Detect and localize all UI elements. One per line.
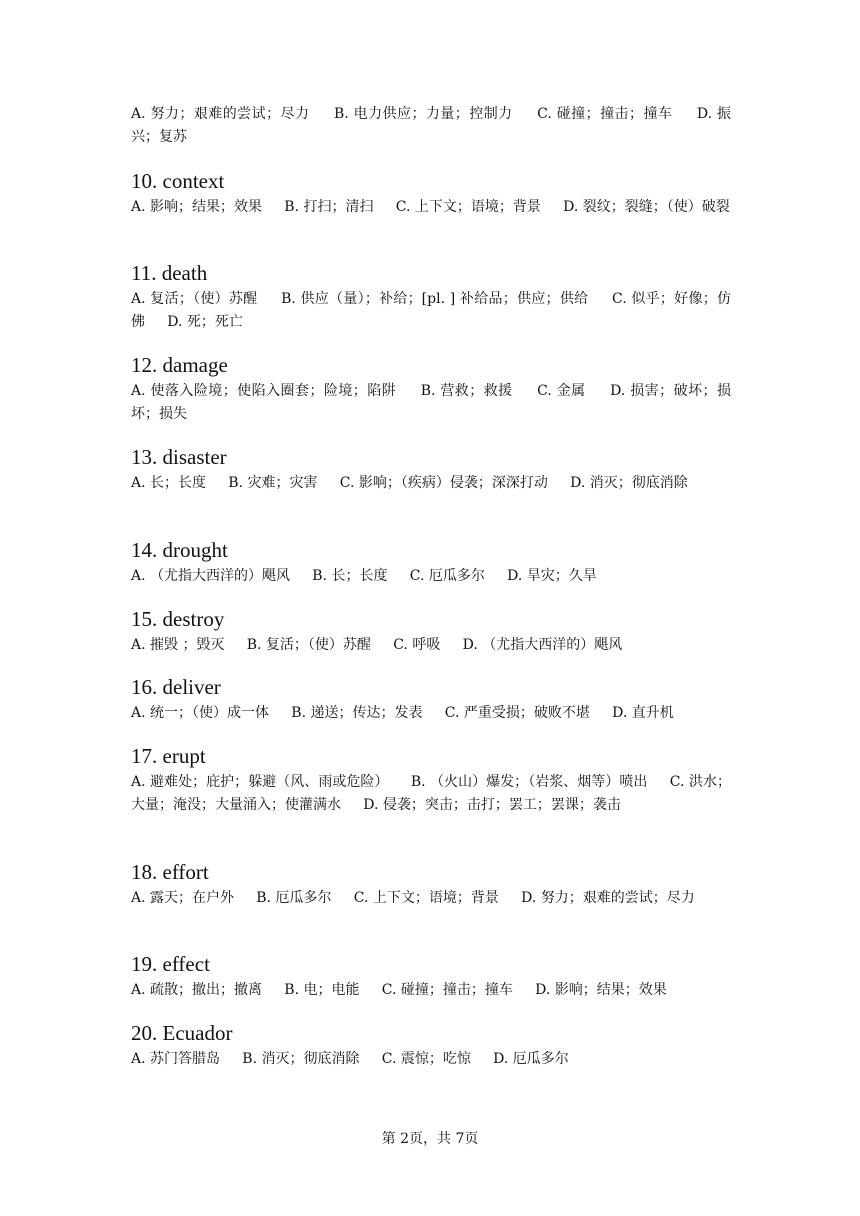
question-16 bbox=[131, 674, 731, 725]
question-14 bbox=[131, 537, 731, 588]
question-word: 16. deliver bbox=[131, 675, 221, 699]
question-word: 18. effort bbox=[131, 860, 209, 884]
question-15 bbox=[131, 606, 731, 657]
question-12 bbox=[131, 352, 731, 426]
question-word: 13. disaster bbox=[131, 445, 227, 469]
question-19 bbox=[131, 951, 731, 1002]
question-word: 12. damage bbox=[131, 353, 228, 377]
question-word: 11. death bbox=[131, 261, 208, 285]
question-18 bbox=[131, 859, 731, 910]
question-word: 10. context bbox=[131, 169, 225, 193]
question-word: 20. Ecuador bbox=[131, 1021, 233, 1045]
question-17 bbox=[131, 743, 731, 817]
question-options: A. 露天；在户外 B. 厄瓜多尔 C. 上下文；语境；背景 D. 努力；艰难的尝试；尽力 bbox=[131, 890, 695, 906]
question-word: 15. destroy bbox=[131, 607, 225, 631]
page-number: 第 2页，共 7页 bbox=[381, 1131, 479, 1147]
question-options: A. 疏散；撤出；撤离 B. 电；电能 C. 碰撞；撞击；撞车 D. 影响；结果；效果 bbox=[131, 982, 667, 998]
question-options: A. 影响；结果；效果 B. 打扫；清扫 C. 上下文；语境；背景 D. 裂纹；裂缝；（使）破裂 bbox=[131, 199, 730, 215]
question-13 bbox=[131, 444, 731, 495]
question-word: 19. effect bbox=[131, 952, 210, 976]
question-options: A. 复活；（使）苏醒 B. 供应（量）；补给；[pl. ] 补给品；供应；供给 C. 似乎；好像；仿佛 D. 死；死亡 bbox=[131, 291, 731, 330]
question-word: 17. erupt bbox=[131, 744, 206, 768]
question-word: 14. drought bbox=[131, 538, 228, 562]
question-options: A. 统一；（使）成一体 B. 递送；传达；发表 C. 严重受损；破败不堪 D. 直升机 bbox=[131, 705, 674, 721]
question-options: A. 长；长度 B. 灾难；灾害 C. 影响；（疾病）侵袭；深深打动 D. 消灭；彻底消除 bbox=[131, 475, 688, 491]
question-options: A. 使落入险境；使陷入圈套；险境；陷阱 B. 营救；救援 C. 金属 D. 损害；破坏；损坏；损失 bbox=[131, 383, 731, 422]
question-options: A. 摧毁 ；毁灭 B. 复活；（使）苏醒 C. 呼吸 D. （尤指大西洋的）飓风 bbox=[131, 637, 623, 653]
question-9-continued bbox=[131, 101, 731, 149]
question-options: A. 避难处；庇护；躲避（风、雨或危险） B. （火山）爆发；（岩浆、烟等）喷出 C. 洪水；大量；淹没；大量涌入；使灌满水 D. 侵袭；突击；击打；罢工；罢课；袭击 bbox=[131, 774, 731, 813]
question-options: A. 苏门答腊岛 B. 消灭；彻底消除 C. 震惊；吃惊 D. 厄瓜多尔 bbox=[131, 1051, 569, 1067]
question-11 bbox=[131, 260, 731, 334]
question-options: A. 努力；艰难的尝试；尽力 B. 电力供应；力量；控制力 C. 碰撞；撞击；撞车 D. 振兴；复苏 bbox=[131, 106, 731, 145]
question-10 bbox=[131, 168, 731, 219]
question-options: A. （尤指大西洋的）飓风 B. 长；长度 C. 厄瓜多尔 D. 旱灾；久旱 bbox=[131, 568, 597, 584]
question-20 bbox=[131, 1020, 731, 1071]
